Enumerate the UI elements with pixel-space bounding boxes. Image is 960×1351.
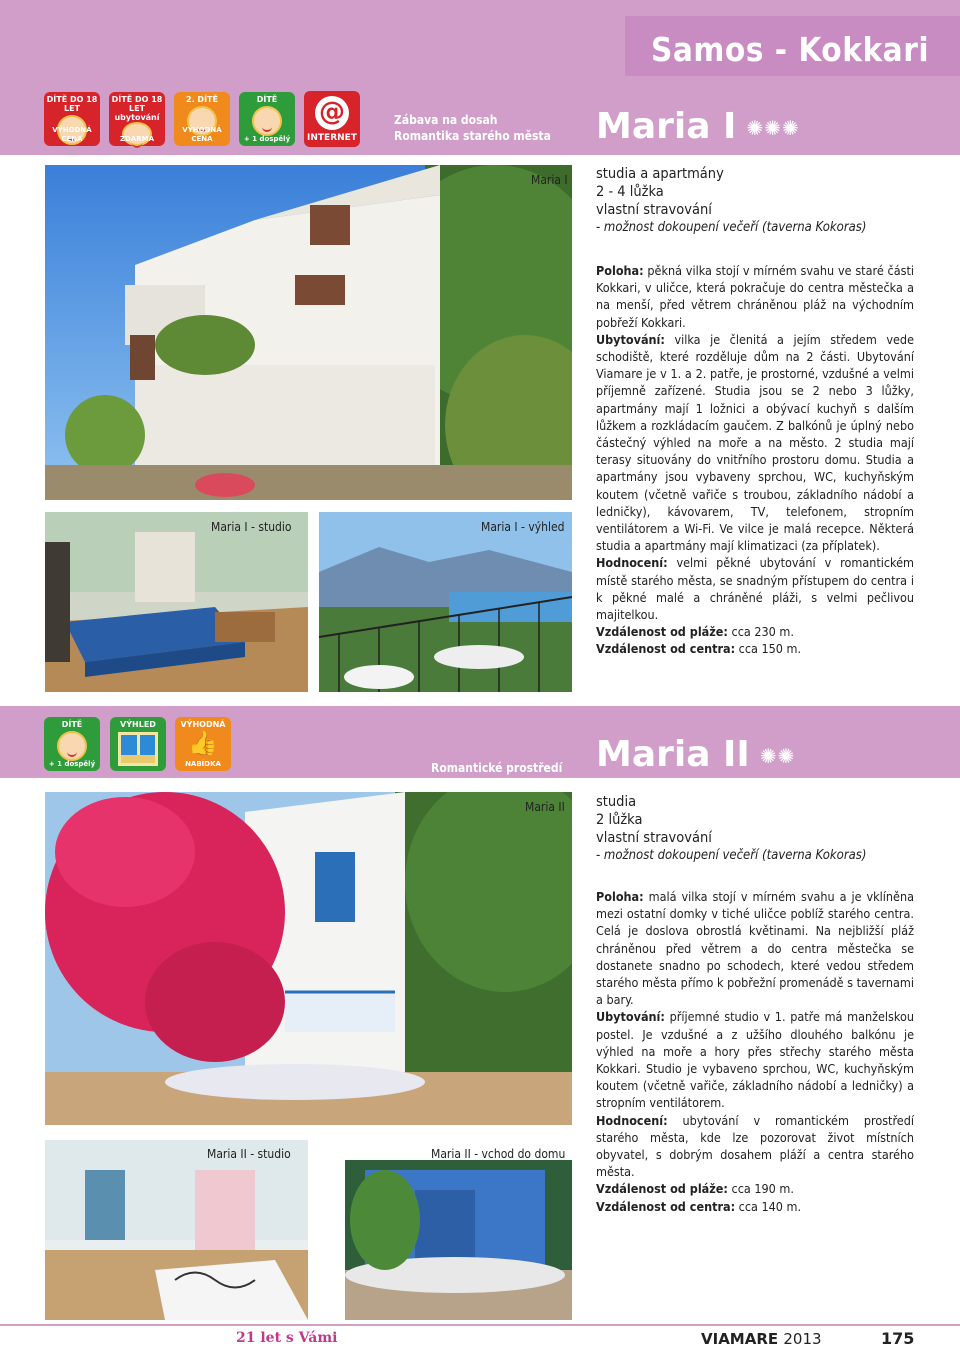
hotel-title-maria-1	[596, 106, 800, 147]
photo-maria-1-studio	[45, 512, 308, 692]
caption-entrance-photo: Maria II - vchod do domu	[431, 1147, 566, 1161]
badge-footer: VÝHODNÁ CENA	[52, 126, 92, 143]
hotel-name: Maria I	[596, 106, 737, 147]
desc-paragraph	[596, 1198, 914, 1215]
desc-paragraph	[596, 1112, 914, 1181]
desc-text: cca 140 m.	[735, 1198, 802, 1214]
hotel-title-maria-2	[596, 734, 795, 775]
maria-1-description	[596, 262, 914, 658]
info-line: vlastní stravování	[596, 202, 712, 218]
badge-footer: INTERNET	[307, 132, 357, 143]
sea-view-badge	[110, 717, 166, 771]
desc-text: pěkná vilka stojí v mírném svahu ve staré části Kokkari, v uličce, která pokračuje do centra městečka a na menší, před větrem chráněnou pláž na východním pobřeží Kokkari.	[596, 263, 914, 330]
hotel-name: Maria II	[596, 734, 750, 775]
caption-studio-photo: Maria I - studio	[211, 520, 292, 534]
desc-text: cca 190 m.	[727, 1181, 794, 1197]
child-plus-adult-badge	[239, 92, 295, 146]
desc-text: velmi pěkné ubytování v romantickém místě starého města, se snadným přístupem do centra i k pěkné malé a chráněné pláži, s velmi pečlivou majitelkou.	[596, 555, 914, 623]
child-under-18-discount-badge	[44, 92, 100, 146]
maria-2-summary	[596, 793, 866, 865]
desc-paragraph	[596, 554, 914, 623]
tagline: Romantické prostředí	[431, 761, 563, 775]
tagline-list	[394, 112, 551, 144]
desc-label: Vzdálenost od centra:	[596, 641, 736, 657]
internet-badge	[304, 91, 360, 147]
badge-footer: VÝHODNÁ CENA	[182, 126, 222, 143]
badge-label: DÍTĚ	[61, 720, 83, 729]
info-line: studia a apartmány	[596, 166, 724, 182]
maria-2-description	[596, 888, 914, 1215]
desc-label: Hodnocení:	[596, 1112, 668, 1128]
at-sign-icon: @	[315, 96, 349, 130]
child-face-icon	[57, 731, 87, 761]
photo-maria-1-exterior	[45, 165, 572, 500]
desc-label: Poloha:	[596, 263, 644, 278]
caption-studio-photo: Maria II - studio	[207, 1147, 291, 1161]
desc-text: cca 230 m.	[727, 624, 794, 640]
desc-paragraph	[596, 888, 914, 1008]
info-line: vlastní stravování	[596, 830, 712, 846]
badge-label: DÍTĚ DO 18 LET ubytování	[111, 95, 163, 122]
brand-year: 2013	[783, 1330, 822, 1348]
desc-label: Vzdálenost od pláže:	[596, 1181, 728, 1197]
info-line: 2 - 4 lůžka	[596, 184, 664, 200]
desc-label: Ubytování:	[596, 331, 665, 347]
rating-stars-icon: ✺✺	[759, 744, 796, 768]
photo-maria-2-studio	[45, 1140, 308, 1320]
desc-label: Ubytování:	[596, 1009, 665, 1025]
badge-footer: + 1 dospělý	[48, 760, 96, 768]
desc-label: Vzdálenost od pláže:	[596, 624, 728, 640]
rating-stars-icon: ✺✺✺	[746, 116, 800, 140]
caption-main-photo: Maria I	[531, 173, 568, 187]
desc-text: příjemné studio v 1. patře má manželskou postel. Je vzdušné a z užšího dlouhého balkónu je výhled na moře a hory přes střechy starého města Kokkari. Studio je vybaveno sprchou, WC, kuchyňským koutem (včetně vařiče, základního nádobí a ledničky) a stropním ventilátorem.	[596, 1009, 914, 1111]
tagline: Romantika starého města	[394, 129, 551, 143]
maria-1-summary	[596, 165, 866, 237]
thumbs-up-icon: 👍	[188, 729, 218, 757]
brand-name: VIAMARE	[701, 1330, 779, 1348]
desc-paragraph	[596, 623, 914, 640]
tagline: Zábava na dosah	[394, 113, 498, 127]
desc-paragraph	[596, 262, 914, 331]
badge-footer: NABÍDKA	[185, 760, 221, 768]
badge-label: VÝHODNÁ	[180, 720, 226, 729]
child-face-icon	[252, 106, 282, 136]
footer-divider	[0, 1324, 960, 1326]
desc-label: Hodnocení:	[596, 555, 668, 571]
photo-maria-1-view	[319, 512, 572, 692]
desc-label: Poloha:	[596, 889, 644, 904]
desc-paragraph	[596, 1008, 914, 1111]
desc-text: cca 150 m.	[735, 641, 802, 657]
footer-brand	[701, 1330, 822, 1348]
caption-main-photo: Maria II	[525, 800, 565, 814]
info-line: 2 lůžka	[596, 812, 643, 828]
footer-slogan: 21 let s Vámi	[236, 1330, 338, 1346]
second-child-discount-badge	[174, 92, 230, 146]
window-view-icon	[118, 732, 158, 766]
child-under-18-free-badge	[109, 92, 165, 146]
caption-view-photo: Maria I - výhled	[481, 520, 565, 534]
desc-text: vilka je členitá a jejím středem vede schodiště, které rozděluje dům na 2 části. Ubytování Viamare je v 1. a 2. patře, je prostorné, vzdušné a velmi příjemně zařízené. Studia jsou se 2 nebo 3 lůžky, apartmány mají 1 ložnici a obývací kuchyň s dalším lůžkem a rozkládacím gaučem. Z balkónů je úplný nebo částečný výhled na moře a na město. 2 studia mají terasy situovány do vnitřního prostoru domu. Studia a apartmány jsou vybaveny sprchou, WC, kuchyňským koutem (včetně vařiče s troubou, základního nádobí a ledničky), kávovarem, TV, telefonem, stropním ventilátorem a Wi-Fi. Ve vilce je malá recepce. Některá studia a apartmány mají klimatizaci (za příplatek).	[596, 331, 914, 554]
desc-text: ubytování v romantickém prostředí starého města, kde lze pozorovat život místních obyvatel, s dobrým dosahem pláží a centra starého města.	[596, 1112, 914, 1180]
photo-maria-2-entrance	[345, 1160, 572, 1320]
page-number: 175	[881, 1329, 915, 1348]
desc-label: Vzdálenost od centra:	[596, 1198, 736, 1214]
badge-label: DÍTĚ	[256, 95, 278, 104]
badge-label: DÍTĚ DO 18 LET	[46, 95, 98, 113]
badge-label: VÝHLED	[120, 720, 156, 729]
info-line: studia	[596, 794, 637, 810]
badge-label: 2. DÍTĚ	[186, 95, 218, 104]
desc-text: malá vilka stojí v mírném svahu a je vklíněna mezi ostatní domky v tiché uličce poblíž starého centra. Celá je doslova obrostlá květinami. Na nejbližší pláž chráněnou před větrem a do centra městečka se dostanete snadno po schodech, které vedou středem starého města přímo k pobřežní promenádě s tavernami a bary.	[596, 889, 914, 1008]
region-title: Samos - Kokkari	[650, 30, 930, 69]
info-note: - možnost dokoupení večeří (taverna Kokoras)	[596, 220, 867, 235]
badge-footer: + 1 dospělý	[243, 135, 291, 143]
child-plus-adult-badge	[44, 717, 100, 771]
badge-footer: ZDARMA	[119, 135, 155, 143]
page-footer	[0, 1324, 960, 1351]
desc-paragraph	[596, 640, 914, 657]
desc-paragraph	[596, 331, 914, 555]
info-note: - možnost dokoupení večeří (taverna Kokoras)	[596, 848, 867, 863]
good-deal-badge	[175, 717, 231, 771]
desc-paragraph	[596, 1180, 914, 1197]
photo-maria-2-exterior	[45, 792, 572, 1125]
